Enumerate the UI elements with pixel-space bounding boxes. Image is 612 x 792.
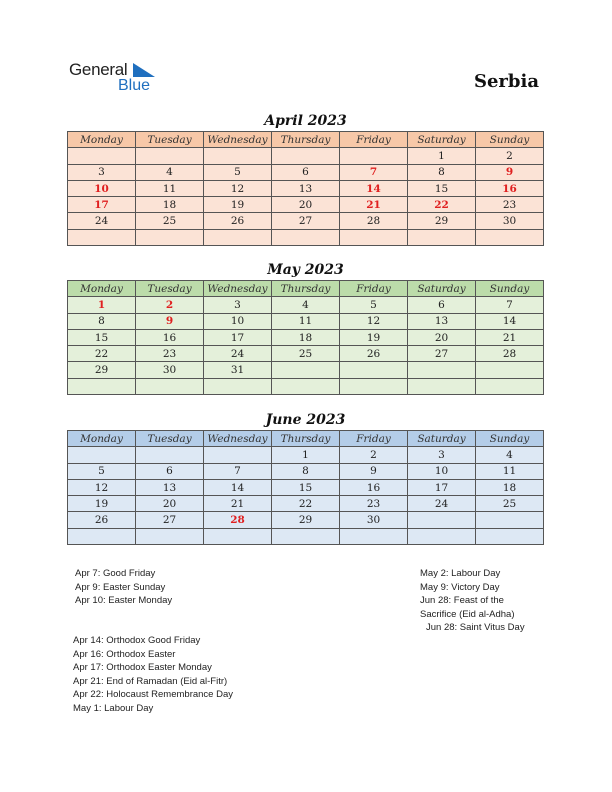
weekday-header: Sunday xyxy=(476,132,544,148)
week-row xyxy=(68,180,544,196)
day-cell: 6 xyxy=(272,164,340,180)
day-cell: 13 xyxy=(136,479,204,495)
day-cell: 15 xyxy=(68,329,136,345)
day-cell xyxy=(204,378,272,394)
day-cell: 19 xyxy=(68,496,136,512)
holiday-note: May 2: Labour Day xyxy=(420,568,501,579)
holiday-notes-left-a xyxy=(75,567,172,608)
day-cell: 12 xyxy=(204,180,272,196)
day-cell xyxy=(204,229,272,245)
month-title: May 2023 xyxy=(267,262,344,278)
day-cell: 24 xyxy=(408,496,476,512)
day-cell xyxy=(408,229,476,245)
day-cell: 10 xyxy=(408,463,476,479)
weekday-header-row xyxy=(68,281,544,297)
day-cell: 28 xyxy=(204,512,272,528)
weekday-header: Thursday xyxy=(272,431,340,447)
month-may xyxy=(67,260,544,395)
day-cell: 8 xyxy=(272,463,340,479)
day-cell xyxy=(272,148,340,164)
day-cell: 20 xyxy=(136,496,204,512)
day-cell xyxy=(136,378,204,394)
day-cell: 7 xyxy=(340,164,408,180)
holiday-note: Apr 22: Holocaust Remembrance Day xyxy=(73,689,233,701)
day-cell: 8 xyxy=(408,164,476,180)
day-cell xyxy=(68,148,136,164)
day-cell: 17 xyxy=(408,479,476,495)
day-cell xyxy=(340,362,408,378)
holiday-note: May 9: Victory Day xyxy=(420,581,500,593)
week-row xyxy=(68,447,544,463)
day-cell: 26 xyxy=(68,512,136,528)
day-cell: 31 xyxy=(204,362,272,378)
day-cell: 5 xyxy=(204,164,272,180)
day-cell: 2 xyxy=(340,447,408,463)
weekday-header: Friday xyxy=(340,132,408,148)
day-cell: 1 xyxy=(68,297,136,313)
holiday-note: Apr 9: Easter Sunday xyxy=(75,581,166,593)
holiday-notes-left-b xyxy=(73,634,233,716)
day-cell: 28 xyxy=(476,346,544,362)
day-cell: 6 xyxy=(136,463,204,479)
day-cell xyxy=(272,378,340,394)
weekday-header: Thursday xyxy=(272,132,340,148)
day-cell: 29 xyxy=(272,512,340,528)
day-cell: 14 xyxy=(204,479,272,495)
holiday-note: Apr 10: Easter Monday xyxy=(75,595,173,607)
day-cell: 20 xyxy=(272,197,340,213)
weekday-header: Saturday xyxy=(408,132,476,148)
day-cell: 14 xyxy=(340,180,408,196)
weekday-header: Friday xyxy=(340,281,408,297)
day-cell: 12 xyxy=(68,479,136,495)
day-cell: 27 xyxy=(408,346,476,362)
holiday-note: Jun 28: Feast of the xyxy=(420,595,504,607)
week-row xyxy=(68,479,544,495)
week-row xyxy=(68,496,544,512)
day-cell xyxy=(68,447,136,463)
day-cell xyxy=(136,528,204,544)
weekday-header: Monday xyxy=(68,132,136,148)
day-cell: 22 xyxy=(68,346,136,362)
day-cell: 20 xyxy=(408,329,476,345)
day-cell: 18 xyxy=(272,329,340,345)
day-cell xyxy=(204,447,272,463)
day-cell: 16 xyxy=(476,180,544,196)
week-row xyxy=(68,229,544,245)
day-cell: 19 xyxy=(340,329,408,345)
week-row xyxy=(68,512,544,528)
day-cell xyxy=(204,148,272,164)
day-cell xyxy=(204,528,272,544)
day-cell xyxy=(408,528,476,544)
month-april xyxy=(67,111,544,246)
day-cell xyxy=(476,229,544,245)
logo-triangle-icon xyxy=(133,63,155,77)
day-cell: 21 xyxy=(476,329,544,345)
weekday-header: Wednesday xyxy=(204,132,272,148)
weekday-header: Wednesday xyxy=(204,281,272,297)
calendar-grid xyxy=(67,131,544,246)
day-cell: 24 xyxy=(204,346,272,362)
day-cell xyxy=(408,512,476,528)
day-cell xyxy=(136,229,204,245)
day-cell: 23 xyxy=(136,346,204,362)
day-cell: 21 xyxy=(340,197,408,213)
day-cell: 11 xyxy=(272,313,340,329)
day-cell: 15 xyxy=(272,479,340,495)
day-cell: 30 xyxy=(340,512,408,528)
day-cell: 4 xyxy=(272,297,340,313)
day-cell: 23 xyxy=(476,197,544,213)
logo-text-blue: Blue xyxy=(118,77,151,94)
day-cell: 2 xyxy=(136,297,204,313)
day-cell: 29 xyxy=(68,362,136,378)
day-cell: 19 xyxy=(204,197,272,213)
weekday-header: Monday xyxy=(68,431,136,447)
day-cell: 7 xyxy=(204,463,272,479)
day-cell: 14 xyxy=(476,313,544,329)
day-cell: 26 xyxy=(340,346,408,362)
calendar-grid xyxy=(67,280,544,395)
day-cell: 25 xyxy=(136,213,204,229)
day-cell: 29 xyxy=(408,213,476,229)
week-row xyxy=(68,463,544,479)
day-cell: 10 xyxy=(68,180,136,196)
day-cell xyxy=(476,362,544,378)
day-cell: 22 xyxy=(408,197,476,213)
week-row xyxy=(68,297,544,313)
week-row xyxy=(68,378,544,394)
day-cell: 24 xyxy=(68,213,136,229)
weekday-header: Tuesday xyxy=(136,132,204,148)
brand-logo xyxy=(69,60,151,94)
day-cell: 27 xyxy=(136,512,204,528)
day-cell xyxy=(408,362,476,378)
holiday-notes-right xyxy=(420,567,525,635)
holiday-note: Apr 21: End of Ramadan (Eid al-Fitr) xyxy=(73,675,228,687)
day-cell: 16 xyxy=(136,329,204,345)
weekday-header: Tuesday xyxy=(136,431,204,447)
day-cell: 3 xyxy=(408,447,476,463)
day-cell: 30 xyxy=(476,213,544,229)
month-title: April 2023 xyxy=(264,113,347,129)
day-cell: 3 xyxy=(204,297,272,313)
day-cell xyxy=(68,378,136,394)
day-cell xyxy=(340,229,408,245)
weekday-header: Friday xyxy=(340,431,408,447)
day-cell: 21 xyxy=(204,496,272,512)
day-cell xyxy=(272,229,340,245)
week-row xyxy=(68,197,544,213)
day-cell: 13 xyxy=(272,180,340,196)
day-cell: 8 xyxy=(68,313,136,329)
day-cell: 5 xyxy=(340,297,408,313)
calendar-grid xyxy=(67,430,544,545)
day-cell xyxy=(136,447,204,463)
day-cell: 30 xyxy=(136,362,204,378)
holiday-note: Apr 17: Orthodox Easter Monday xyxy=(73,662,212,674)
day-cell: 18 xyxy=(136,197,204,213)
week-row xyxy=(68,213,544,229)
day-cell: 6 xyxy=(408,297,476,313)
day-cell: 9 xyxy=(340,463,408,479)
day-cell xyxy=(136,148,204,164)
day-cell: 7 xyxy=(476,297,544,313)
day-cell: 3 xyxy=(68,164,136,180)
day-cell: 25 xyxy=(272,346,340,362)
week-row xyxy=(68,528,544,544)
day-cell: 27 xyxy=(272,213,340,229)
weekday-header-row xyxy=(68,431,544,447)
day-cell xyxy=(68,528,136,544)
week-row xyxy=(68,313,544,329)
weekday-header: Wednesday xyxy=(204,431,272,447)
holiday-note: Apr 7: Good Friday xyxy=(75,568,156,579)
week-row xyxy=(68,164,544,180)
day-cell: 13 xyxy=(408,313,476,329)
week-row xyxy=(68,148,544,164)
logo-text-general: General xyxy=(69,60,128,79)
day-cell: 23 xyxy=(340,496,408,512)
day-cell xyxy=(408,378,476,394)
week-row xyxy=(68,362,544,378)
day-cell xyxy=(340,378,408,394)
day-cell: 11 xyxy=(136,180,204,196)
weekday-header: Saturday xyxy=(408,281,476,297)
day-cell: 12 xyxy=(340,313,408,329)
day-cell xyxy=(476,528,544,544)
day-cell xyxy=(476,378,544,394)
day-cell: 15 xyxy=(408,180,476,196)
day-cell xyxy=(476,512,544,528)
day-cell xyxy=(272,362,340,378)
day-cell xyxy=(68,229,136,245)
month-june xyxy=(67,410,544,545)
day-cell: 9 xyxy=(476,164,544,180)
weekday-header: Tuesday xyxy=(136,281,204,297)
holiday-note: Apr 16: Orthodox Easter xyxy=(73,648,176,660)
day-cell: 1 xyxy=(408,148,476,164)
day-cell xyxy=(340,528,408,544)
day-cell: 16 xyxy=(340,479,408,495)
weekday-header: Monday xyxy=(68,281,136,297)
day-cell: 1 xyxy=(272,447,340,463)
country-title: Serbia xyxy=(473,71,539,92)
day-cell: 11 xyxy=(476,463,544,479)
day-cell: 28 xyxy=(340,213,408,229)
day-cell: 25 xyxy=(476,496,544,512)
day-cell: 4 xyxy=(476,447,544,463)
weekday-header: Thursday xyxy=(272,281,340,297)
day-cell: 9 xyxy=(136,313,204,329)
weekday-header: Saturday xyxy=(408,431,476,447)
month-title: June 2023 xyxy=(265,412,346,428)
weekday-header: Sunday xyxy=(476,431,544,447)
day-cell: 18 xyxy=(476,479,544,495)
weekday-header: Sunday xyxy=(476,281,544,297)
day-cell: 17 xyxy=(68,197,136,213)
weekday-header-row xyxy=(68,132,544,148)
holiday-note: Jun 28: Saint Vitus Day xyxy=(426,622,525,634)
day-cell: 17 xyxy=(204,329,272,345)
day-cell: 22 xyxy=(272,496,340,512)
week-row xyxy=(68,346,544,362)
day-cell xyxy=(340,148,408,164)
holiday-note: Sacrifice (Eid al-Adha) xyxy=(420,608,515,620)
day-cell: 4 xyxy=(136,164,204,180)
day-cell xyxy=(272,528,340,544)
day-cell: 10 xyxy=(204,313,272,329)
holiday-note: May 1: Labour Day xyxy=(73,702,154,714)
week-row xyxy=(68,329,544,345)
day-cell: 26 xyxy=(204,213,272,229)
day-cell: 2 xyxy=(476,148,544,164)
holiday-note: Apr 14: Orthodox Good Friday xyxy=(73,635,201,646)
day-cell: 5 xyxy=(68,463,136,479)
